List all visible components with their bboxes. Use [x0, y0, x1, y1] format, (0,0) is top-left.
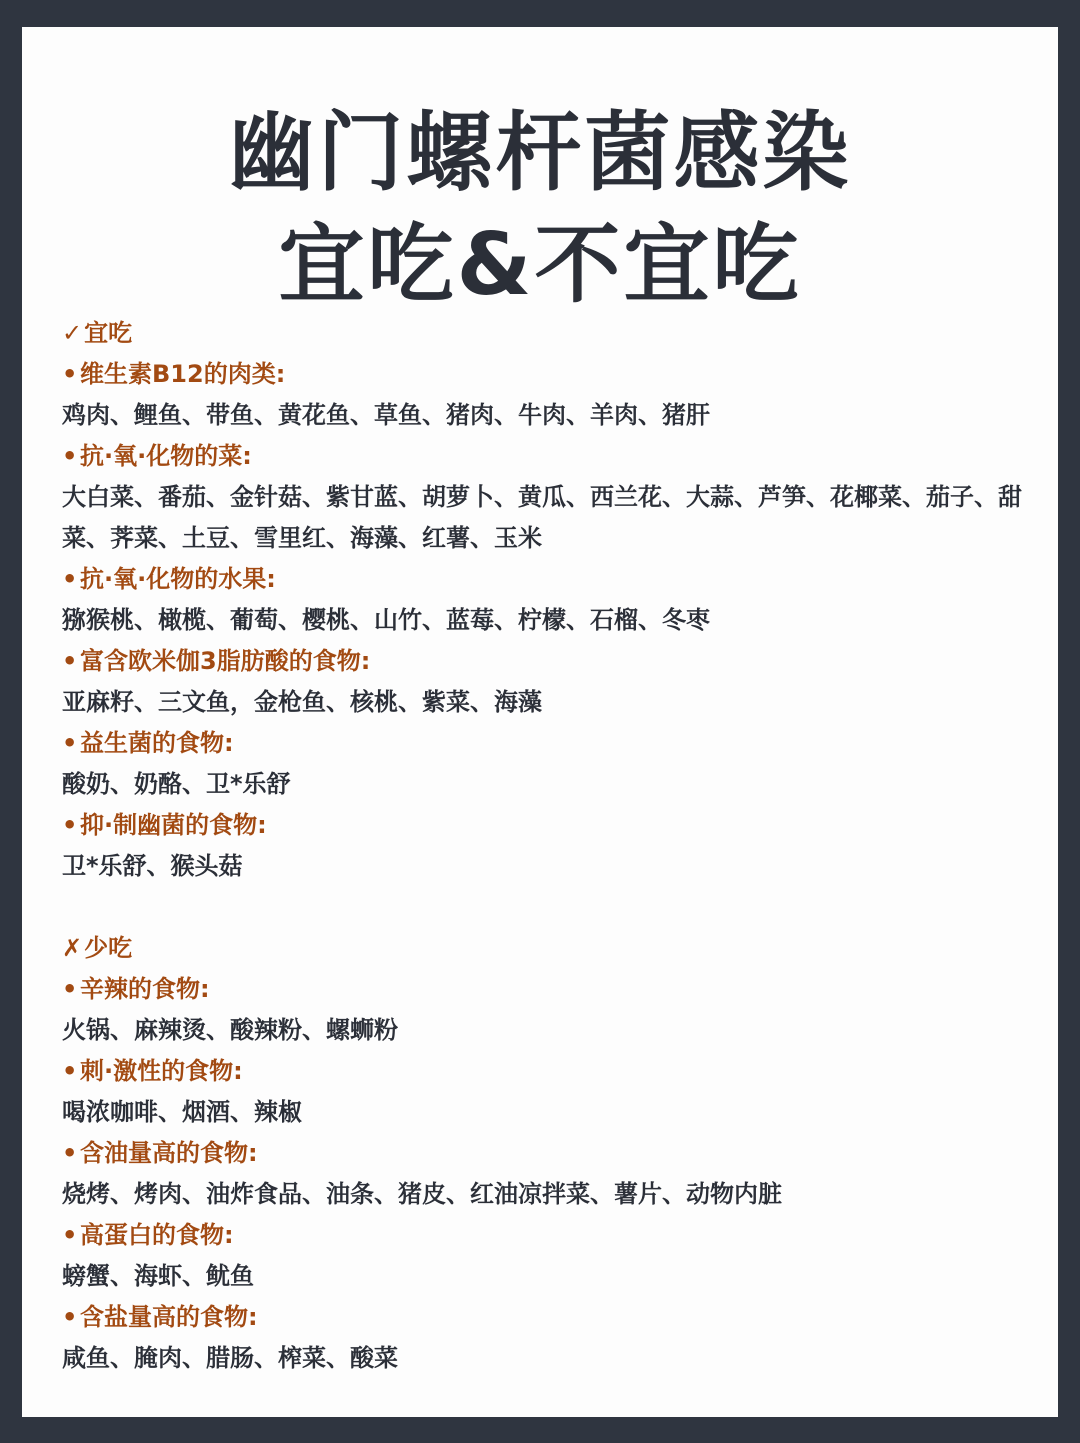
category-name: 富含欧米伽3脂肪酸的食物: [80, 647, 371, 675]
category-heading [62, 1215, 1022, 1256]
category-heading [62, 559, 1022, 600]
category-name: 含盐量高的食物: [80, 1303, 258, 1331]
page-title: 幽门螺杆菌感染 [228, 103, 852, 203]
category-heading [62, 805, 1022, 846]
category-items: 螃蟹、海虾、鱿鱼 [62, 1262, 254, 1290]
bullet-icon: • [62, 1303, 78, 1331]
category-name: 辛辣的食物: [80, 975, 210, 1003]
category-items: 卫*乐舒、猴头菇 [62, 852, 243, 880]
category-heading [62, 969, 1022, 1010]
category-items: 烧烤、烤肉、油炸食品、油条、猪皮、红油凉拌菜、薯片、动物内脏 [62, 1180, 782, 1208]
section-limit-heading [62, 928, 1022, 969]
category-items: 亚麻籽、三文鱼，金枪鱼、核桃、紫菜、海藻 [62, 688, 542, 716]
bullet-icon: • [62, 975, 78, 1003]
section-divider [62, 887, 1022, 928]
category-items: 酸奶、奶酪、卫*乐舒 [62, 770, 291, 798]
bullet-icon: • [62, 1221, 78, 1249]
category-name: 抑·制幽菌的食物: [80, 811, 267, 839]
category-items: 猕猴桃、橄榄、葡萄、樱桃、山竹、蓝莓、柠檬、石榴、冬枣 [62, 606, 710, 634]
bullet-icon: • [62, 1057, 78, 1085]
checkmark-icon: ✓ [62, 319, 83, 347]
category-items: 大白菜、番茄、金针菇、紫甘蓝、胡萝卜、黄瓜、西兰花、大蒜、芦笋、花椰菜、茄子、甜菜、荠菜、土豆、雪里红、海藻、红薯、玉米 [62, 483, 1022, 552]
bullet-icon: • [62, 729, 78, 757]
section-label: 少吃 [84, 934, 133, 962]
category-heading [62, 1297, 1022, 1338]
bullet-icon: • [62, 1139, 78, 1167]
category-name: 含油量高的食物: [80, 1139, 258, 1167]
category-items: 火锅、麻辣烫、酸辣粉、螺蛳粉 [62, 1016, 398, 1044]
category-name: 益生菌的食物: [80, 729, 234, 757]
section-recommended-heading [62, 313, 1022, 354]
category-heading [62, 723, 1022, 764]
category-name: 维生素B12的肉类: [80, 360, 286, 388]
bullet-icon: • [62, 442, 78, 470]
bullet-icon: • [62, 811, 78, 839]
bullet-icon: • [62, 565, 78, 593]
category-heading [62, 354, 1022, 395]
category-name: 高蛋白的食物: [80, 1221, 234, 1249]
category-items: 鸡肉、鲤鱼、带鱼、黄花鱼、草鱼、猪肉、牛肉、羊肉、猪肝 [62, 401, 710, 429]
section-label: 宜吃 [84, 319, 133, 347]
category-heading [62, 436, 1022, 477]
cross-icon: ✗ [62, 934, 83, 962]
category-heading [62, 1133, 1022, 1174]
category-name: 刺·激性的食物: [80, 1057, 243, 1085]
bullet-icon: • [62, 360, 78, 388]
category-items: 喝浓咖啡、烟酒、辣椒 [62, 1098, 302, 1126]
category-heading [62, 641, 1022, 682]
category-name: 抗·氧·化物的水果: [80, 565, 276, 593]
poster-card [22, 27, 1058, 1417]
category-name: 抗·氧·化物的菜: [80, 442, 252, 470]
page-subtitle: 宜吃&不宜吃 [278, 215, 802, 315]
category-heading [62, 1051, 1022, 1092]
food-list [62, 313, 1022, 1379]
bullet-icon: • [62, 647, 78, 675]
category-items: 咸鱼、腌肉、腊肠、榨菜、酸菜 [62, 1344, 398, 1372]
